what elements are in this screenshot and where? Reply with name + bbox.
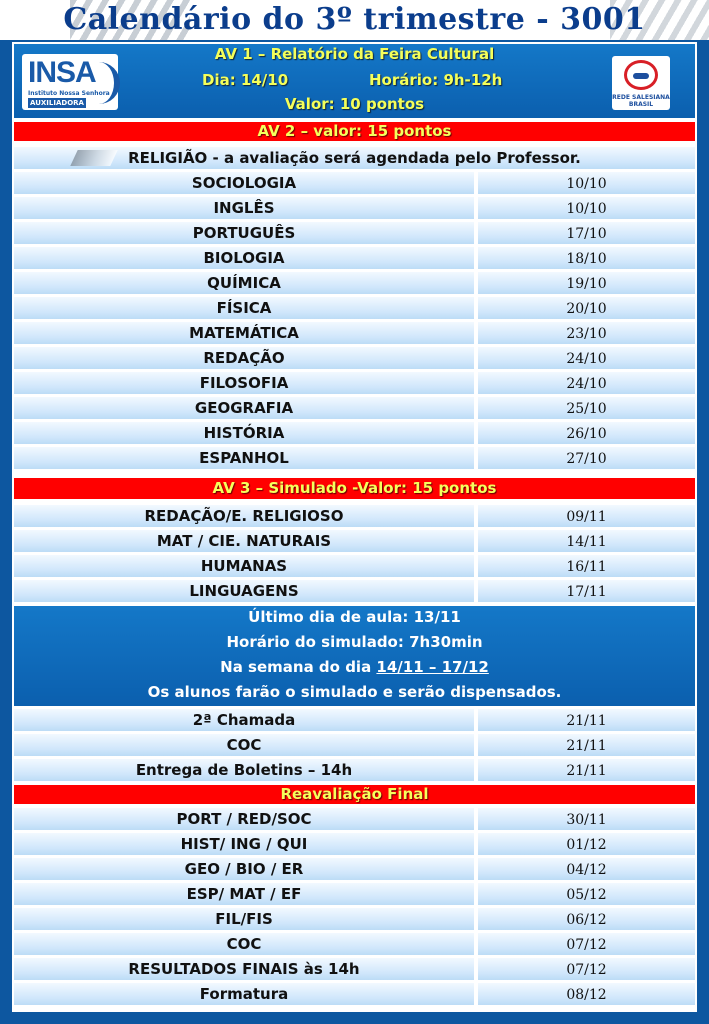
info-semana-prefix: Na semana do dia	[220, 658, 377, 676]
date-cell: 27/10	[478, 447, 695, 469]
table-row	[14, 580, 695, 602]
date-cell: 05/12	[478, 883, 695, 905]
table-row	[14, 297, 695, 319]
date-cell: 26/10	[478, 422, 695, 444]
subject-cell: FIL/FIS	[14, 908, 474, 930]
insa-logo-bar: AUXILIADORA	[28, 98, 86, 108]
insa-logo-subtitle: Instituto Nossa Senhora	[28, 90, 110, 97]
date-cell: 06/12	[478, 908, 695, 930]
subject-cell: RESULTADOS FINAIS às 14h	[14, 958, 474, 980]
table-row	[14, 709, 695, 731]
table-row	[14, 908, 695, 930]
av1-valor: Valor: 10 pontos	[284, 95, 425, 113]
salesiana-emblem-icon	[624, 60, 658, 90]
date-cell: 10/10	[478, 197, 695, 219]
date-cell: 01/12	[478, 833, 695, 855]
subject-cell: PORT / RED/SOC	[14, 808, 474, 830]
info-semana	[14, 658, 695, 676]
simulado-info-box	[14, 606, 695, 706]
subject-cell: QUÍMICA	[14, 272, 474, 294]
table-row	[14, 372, 695, 394]
date-cell: 21/11	[478, 734, 695, 756]
av1-horario: Horário: 9h-12h	[369, 71, 503, 89]
table-row	[14, 397, 695, 419]
subject-cell: INGLÊS	[14, 197, 474, 219]
date-cell: 21/11	[478, 759, 695, 781]
subject-cell: COC	[14, 734, 474, 756]
table-row	[14, 505, 695, 527]
date-cell: 07/12	[478, 933, 695, 955]
reavaliacao-header: Reavaliação Final	[14, 785, 695, 804]
date-cell: 24/10	[478, 347, 695, 369]
table-row	[14, 197, 695, 219]
info-dispensados: Os alunos farão o simulado e serão dispensados.	[147, 683, 562, 701]
subject-cell: MATEMÁTICA	[14, 322, 474, 344]
rede-salesiana-logo	[612, 56, 670, 110]
info-semana-dates: 14/11 – 17/12	[376, 658, 489, 676]
info-ultimo-dia: Último dia de aula: 13/11	[248, 608, 461, 626]
subject-cell: BIOLOGIA	[14, 247, 474, 269]
religiao-note-row	[14, 147, 695, 169]
date-cell: 23/10	[478, 322, 695, 344]
table-row	[14, 422, 695, 444]
info-horario-simulado: Horário do simulado: 7h30min	[226, 633, 483, 651]
table-row	[14, 983, 695, 1005]
date-cell: 30/11	[478, 808, 695, 830]
subject-cell: HIST/ ING / QUI	[14, 833, 474, 855]
subject-cell: LINGUAGENS	[14, 580, 474, 602]
page-title: Calendário do 3º trimestre - 3001	[63, 2, 646, 37]
subject-cell: GEOGRAFIA	[14, 397, 474, 419]
subject-cell: ESPANHOL	[14, 447, 474, 469]
insa-logo-arc	[88, 62, 120, 104]
table-row	[14, 272, 695, 294]
insa-logo-text: INSA	[28, 56, 96, 89]
insa-logo	[22, 54, 118, 110]
date-cell: 08/12	[478, 983, 695, 1005]
date-cell: 16/11	[478, 555, 695, 577]
religiao-note: RELIGIÃO - a avaliação será agendada pelo Professor.	[14, 147, 695, 169]
date-cell: 18/10	[478, 247, 695, 269]
date-cell: 09/11	[478, 505, 695, 527]
table-row	[14, 247, 695, 269]
table-row	[14, 555, 695, 577]
date-cell: 17/11	[478, 580, 695, 602]
table-row	[14, 347, 695, 369]
salesiana-logo-text: REDE SALESIANA BRASIL	[612, 94, 670, 108]
date-cell: 14/11	[478, 530, 695, 552]
table-row	[14, 883, 695, 905]
table-row	[14, 759, 695, 781]
av3-header: AV 3 – Simulado -Valor: 15 pontos	[14, 478, 695, 499]
table-row	[14, 958, 695, 980]
table-row	[14, 933, 695, 955]
subject-cell: COC	[14, 933, 474, 955]
date-cell: 04/12	[478, 858, 695, 880]
date-cell: 19/10	[478, 272, 695, 294]
subject-cell: ESP/ MAT / EF	[14, 883, 474, 905]
date-cell: 21/11	[478, 709, 695, 731]
table-row	[14, 447, 695, 469]
subject-cell: MAT / CIE. NATURAIS	[14, 530, 474, 552]
subject-cell: REDAÇÃO	[14, 347, 474, 369]
table-row	[14, 222, 695, 244]
date-cell: 10/10	[478, 172, 695, 194]
av2-header: AV 2 – valor: 15 pontos	[14, 122, 695, 141]
date-cell: 25/10	[478, 397, 695, 419]
subject-cell: GEO / BIO / ER	[14, 858, 474, 880]
av1-dia: Dia: 14/10	[202, 71, 289, 89]
row-decoration	[70, 150, 117, 166]
subject-cell: HISTÓRIA	[14, 422, 474, 444]
subject-cell: PORTUGUÊS	[14, 222, 474, 244]
subject-cell: Formatura	[14, 983, 474, 1005]
subject-cell: HUMANAS	[14, 555, 474, 577]
subject-cell: Entrega de Boletins – 14h	[14, 759, 474, 781]
table-row	[14, 322, 695, 344]
av1-title: AV 1 – Relatório da Feira Cultural	[214, 45, 495, 63]
subject-cell: 2ª Chamada	[14, 709, 474, 731]
date-cell: 24/10	[478, 372, 695, 394]
table-row	[14, 833, 695, 855]
table-row	[14, 808, 695, 830]
date-cell: 07/12	[478, 958, 695, 980]
subject-cell: REDAÇÃO/E. RELIGIOSO	[14, 505, 474, 527]
table-row	[14, 858, 695, 880]
table-row	[14, 172, 695, 194]
table-row	[14, 530, 695, 552]
subject-cell: FÍSICA	[14, 297, 474, 319]
subject-cell: SOCIOLOGIA	[14, 172, 474, 194]
table-row	[14, 734, 695, 756]
date-cell: 20/10	[478, 297, 695, 319]
date-cell: 17/10	[478, 222, 695, 244]
subject-cell: FILOSOFIA	[14, 372, 474, 394]
